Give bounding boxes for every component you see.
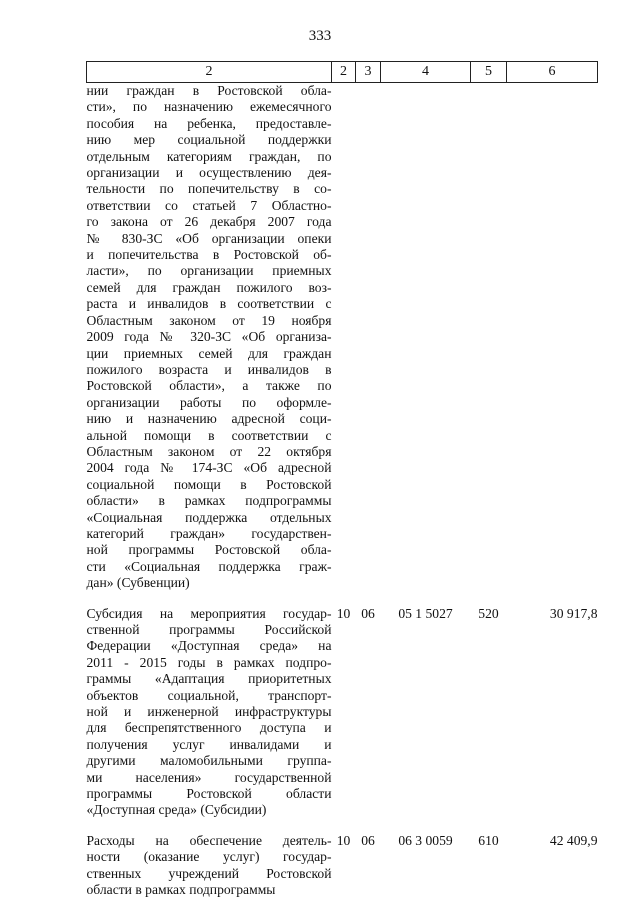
table-row [87, 833, 598, 899]
description-line: социальной помощи в Ростовской [86, 476, 332, 492]
table-body [87, 83, 598, 899]
row-amount: 30 917,8 [549, 605, 598, 621]
description-line: ности (оказание услуг) государ- [86, 849, 332, 865]
row-description [87, 833, 332, 899]
description-line: категорий граждан» государствен- [86, 525, 332, 541]
description-line: тельности по попечительству в со- [86, 181, 332, 197]
description-line: ции приемных семей для граждан [86, 345, 332, 361]
description-line: организации и осуществлению дея- [86, 165, 332, 181]
description-line: ответствии со статьей 7 Областно- [86, 197, 332, 213]
table-row [87, 606, 598, 819]
header-col-description: 2 [87, 62, 332, 83]
description-line: Областным законом от 19 ноября [86, 312, 332, 328]
row-spacer [87, 819, 598, 833]
description-line: ственной программы Российской [86, 622, 332, 637]
description-line: ной и инженерной инфраструктуры [86, 704, 332, 720]
row-section: 10 [336, 605, 351, 621]
row-section: 10 [336, 832, 351, 848]
description-line: получения услуг инвалидами и [86, 736, 332, 752]
description-line: 2009 года № 320-ЗС «Об организа- [86, 329, 332, 345]
description-line: № 830-ЗС «Об организации опеки [86, 230, 332, 246]
description-line: области» в рамках подпрограммы [86, 493, 332, 509]
description-line: сти», по назначению ежемесячного [86, 99, 332, 115]
description-line: Расходы на обеспечение деятель- [86, 832, 332, 848]
description-line: «Социальная поддержка отдельных [86, 509, 332, 525]
row-subsection: 06 [361, 605, 375, 621]
row-target-article: 06 3 0059 [398, 832, 453, 848]
description-line: отдельным категориям граждан, по [86, 148, 332, 164]
row-subsection: 06 [361, 832, 375, 848]
description-line: раста и инвалидов в соответствии с [86, 296, 332, 312]
description-line: нии граждан в Ростовской обла- [86, 83, 332, 98]
description-line: нию мер социальной поддержки [86, 132, 332, 148]
row-description [87, 83, 332, 592]
description-line: альной помощи в соответствии с [86, 427, 332, 443]
description-line: для беспрепятственного доступа и [86, 720, 332, 736]
description-line: нию и назначению адресной соци- [86, 411, 332, 427]
header-col-amount: 6 [507, 62, 598, 83]
description-line: Субсидия на мероприятия государ- [86, 605, 332, 621]
row-expense-type: 610 [478, 832, 499, 848]
header-col-subsection: 3 [356, 62, 381, 83]
row-target-article: 05 1 5027 [398, 605, 453, 621]
row-section [332, 83, 356, 592]
description-line: пожилого возраста и инвалидов в [86, 361, 332, 377]
description-line: программы Ростовской области [86, 786, 332, 802]
page-number: 333 [308, 28, 332, 44]
header-col-section: 2 [332, 62, 356, 83]
description-line: ной программы Ростовской обла- [86, 542, 332, 558]
description-line: го закона от 26 декабря 2007 года [86, 214, 332, 230]
description-line: объектов социальной, транспорт- [86, 687, 332, 703]
row-amount: 42 409,9 [549, 832, 598, 848]
header-col-target-article: 4 [381, 62, 471, 83]
description-line: Ростовской области», а также по [86, 378, 332, 394]
row-spacer [87, 592, 598, 606]
row-expense-type [471, 83, 507, 592]
description-line: сти «Социальная поддержка граж- [86, 558, 332, 574]
description-line: Областным законом от 22 октября [86, 443, 332, 459]
description-line: 2011 - 2015 годы в рамках подпро- [86, 654, 332, 670]
description-line: «Доступная среда» (Субсидии) [86, 802, 267, 818]
header-col-expense-type: 5 [471, 62, 507, 83]
row-amount [507, 83, 598, 592]
description-line: и попечительства в Ростовской об- [86, 247, 332, 263]
description-line: другими маломобильными группа- [86, 753, 332, 769]
description-line: ласти», по организации приемных [86, 263, 332, 279]
table-header-row [87, 62, 598, 83]
description-line: дан» (Субвенции) [86, 575, 190, 591]
row-subsection [356, 83, 381, 592]
row-target-article [381, 83, 471, 592]
table-row [87, 83, 598, 592]
description-line: организации работы по оформле- [86, 394, 332, 410]
description-line: ми населения» государственной [86, 769, 332, 785]
row-description [87, 606, 332, 819]
description-line: пособия на ребенка, предоставле- [86, 115, 332, 131]
description-line: Федерации «Доступная среда» на [86, 638, 332, 654]
description-line: области в рамках подпрограммы [86, 882, 276, 898]
row-expense-type: 520 [478, 605, 499, 621]
description-line: 2004 года № 174-ЗС «Об адресной [86, 460, 332, 476]
description-line: семей для граждан пожилого воз- [86, 279, 332, 295]
description-line: граммы «Адаптация приоритетных [86, 671, 332, 687]
budget-table [86, 61, 598, 899]
description-line: ственных учреждений Ростовской [86, 865, 332, 881]
